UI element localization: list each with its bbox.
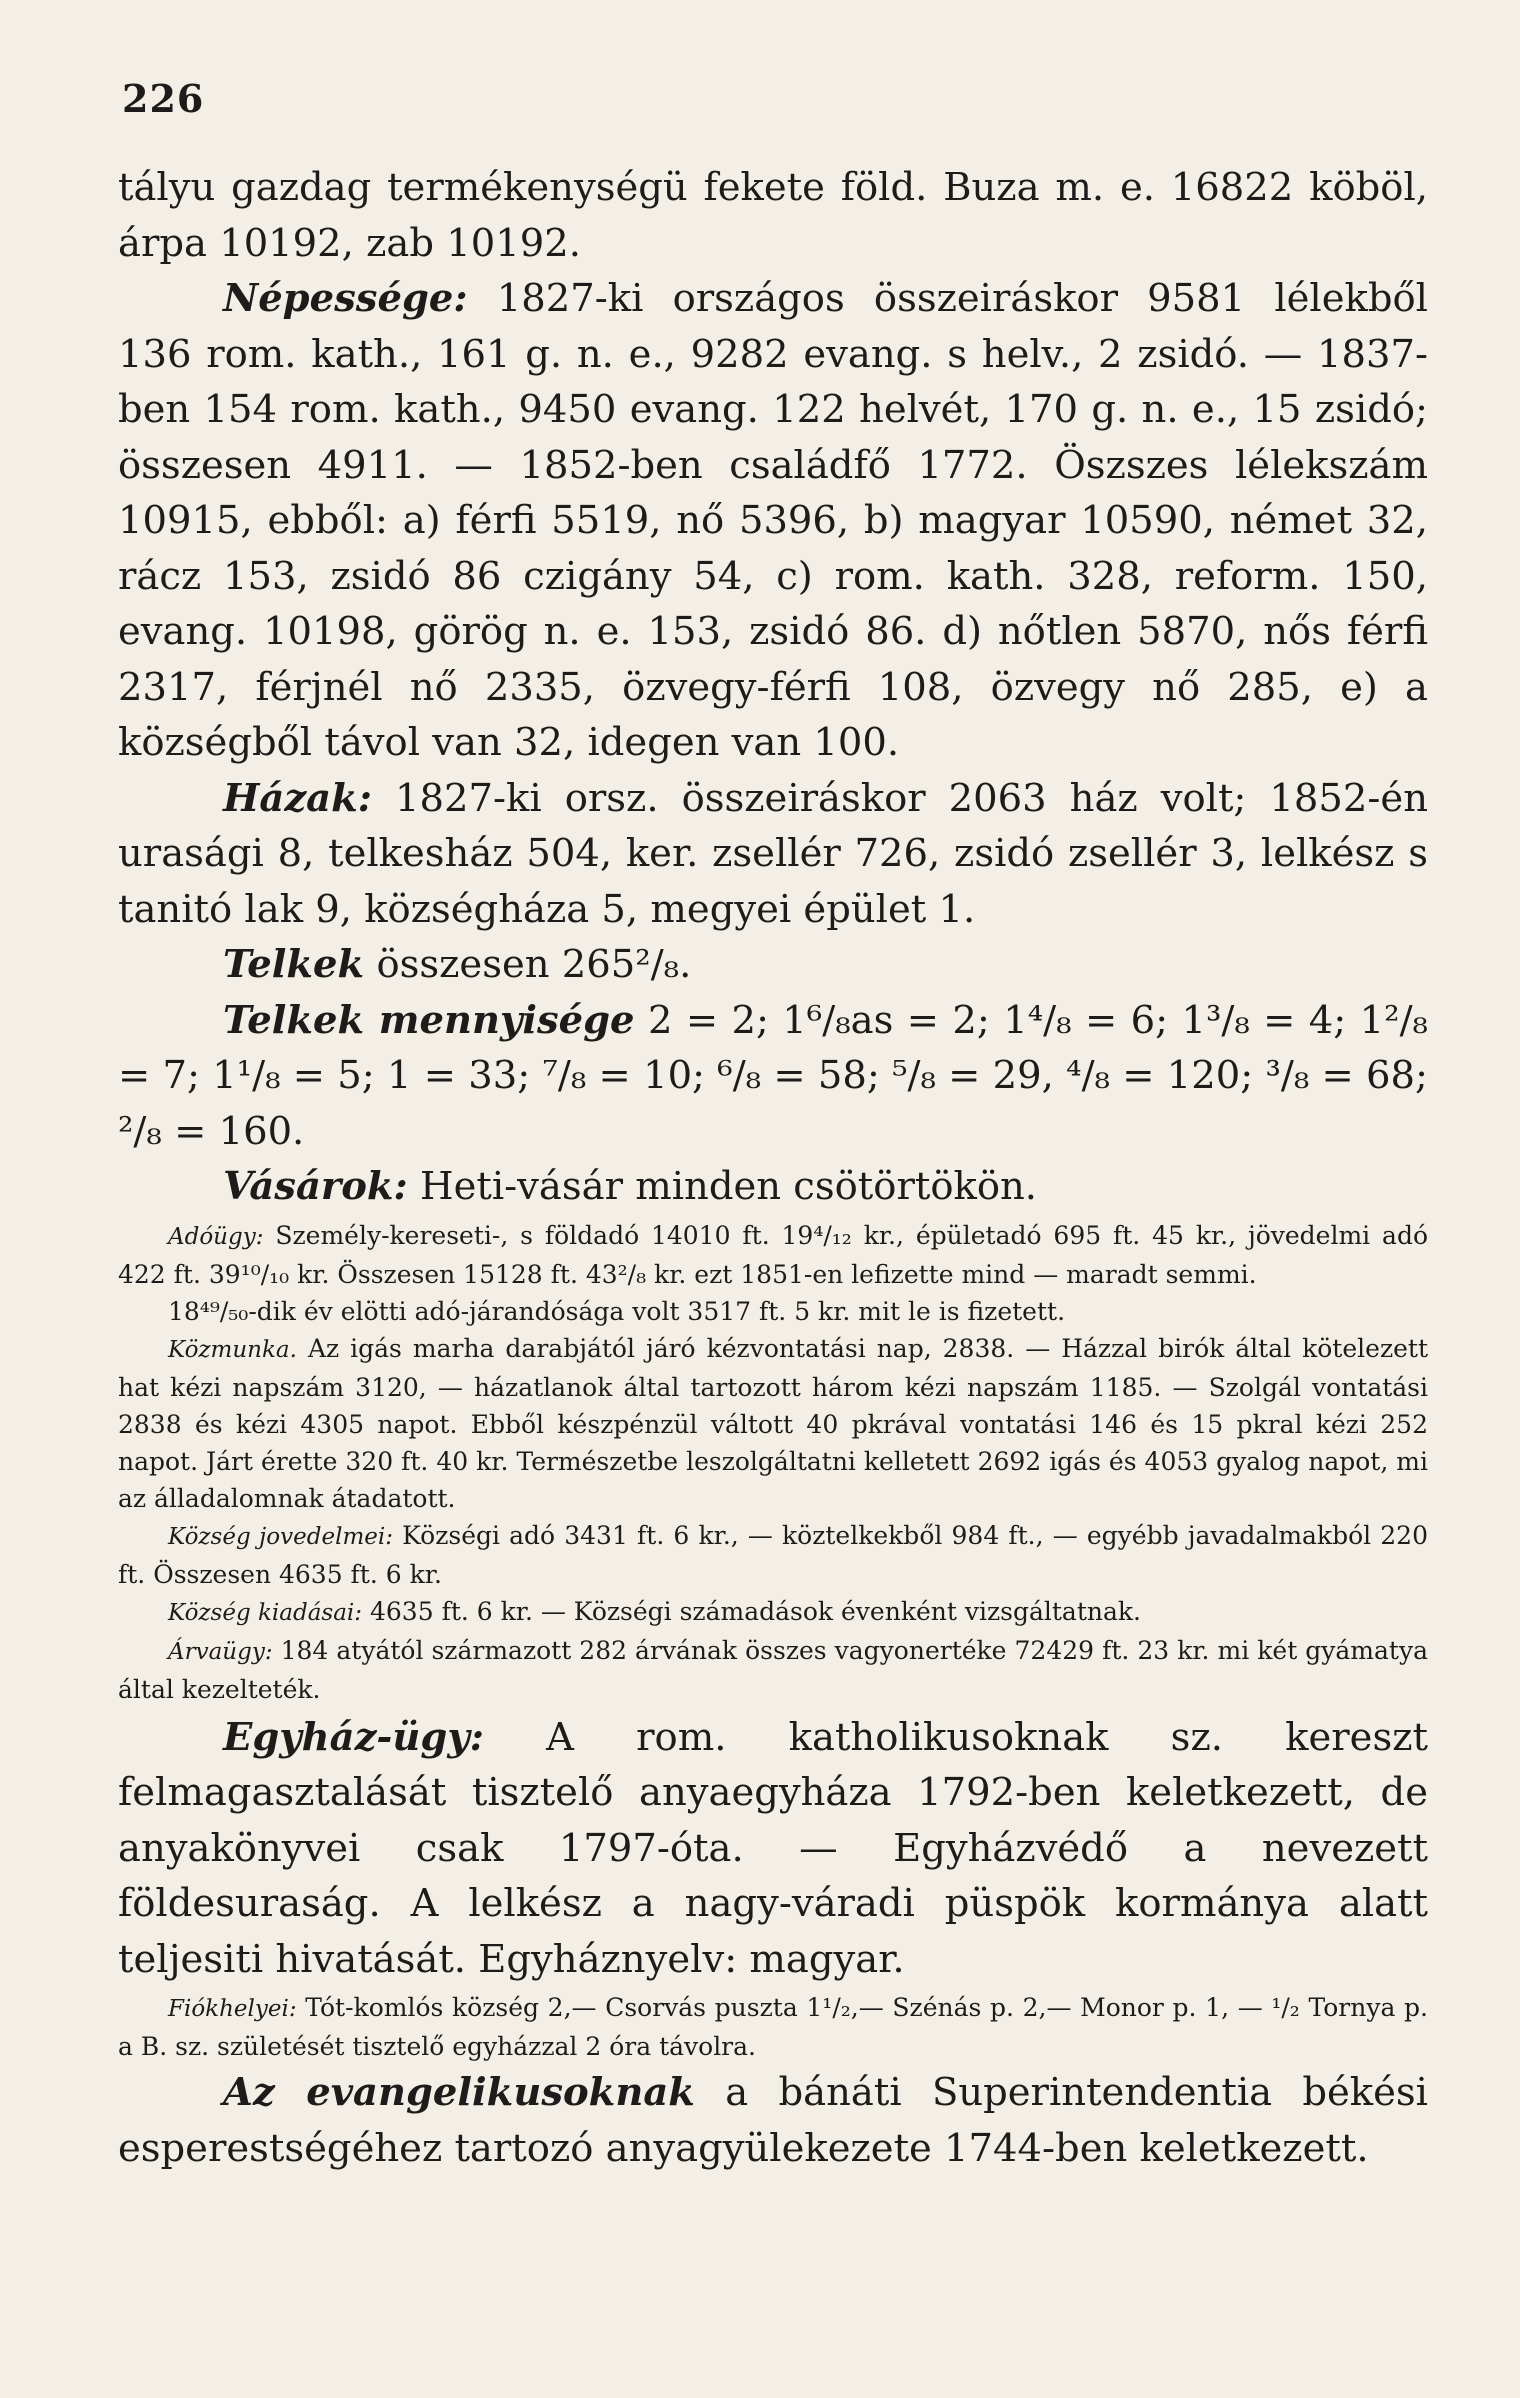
paragraph-markets [118,1159,1428,1215]
paragraph-text: Tót-komlós község 2,— Csorvás puszta 1¹/₂,— Szénás p. 2,— Monor p. 1, — ¹/₂ Tornya p. a B. sz. születését tisztelő egyházzal 2 óra távolra. [118,1993,1428,2061]
paragraph-text: 18⁴⁹/₅₀-dik év elötti adó-járandósága volt 3517 ft. 5 kr. mit le is fizetett. [168,1296,1066,1326]
paragraph-text: Személy-kereseti-, s földadó 14010 ft. 19⁴/₁₂ kr., épületadó 695 ft. 45 kr., jövedelmi adó 422 ft. 39¹⁰/₁₀ kr. Összesen 15128 ft. 43²/₈ kr. ezt 1851-en lefizette mind — maradt semmi. [118,1220,1429,1289]
paragraph-text: 1827-ki orsz. összeiráskor 2063 ház volt; 1852-én urasági 8, telkesház 504, ker. zsellér 726, zsidó zsellér 3, lelkész s tanitó lak 9, községháza 5, megyei épület 1. [118,775,1428,932]
paragraph-label: Közmunka. [168,1336,297,1363]
paragraph-label: Egyház-ügy: [223,1714,484,1760]
paragraph-label: Község kiadásai: [168,1599,363,1626]
paragraph-soil [118,160,1428,271]
paragraph-label: Telkek mennyisége [223,997,635,1043]
paragraph-label: Árvaügy: [168,1638,273,1665]
text-body [118,160,1428,2176]
paragraph-label: Házak: [223,775,373,821]
paragraph-label: Az evangelikusoknak [223,2070,695,2115]
paragraph-branches [118,1989,1428,2065]
paragraph-text: összesen 265²/₈. [376,942,692,987]
paragraph-tax-arrears [118,1293,1428,1330]
paragraph-text: 2 = 2; 1⁶/₈as = 2; 1⁴/₈ = 6; 1³/₈ = 4; 1²/₈ = 7; 1¹/₈ = 5; 1 = 33; ⁷/₈ = 10; ⁶/₈ = 58; ⁵/₈ = 29, ⁴/₈ = 120; ³/₈ = 68; ²/₈ = 160. [118,997,1428,1154]
paragraph-text: a bánáti Superintendentia békési esperestségéhez tartozó anyagyülekezete 1744-ben keletkezett. [118,2070,1428,2171]
paragraph-label: Község jovedelmei: [168,1523,393,1550]
paragraph-houses [118,771,1428,938]
paragraph-text: tályu gazdag termékenységü fekete föld. Buza m. e. 16822 köböl, árpa 10192, zab 10192. [118,165,1428,266]
paragraph-evangelicals [118,2065,1428,2176]
paragraph-plots-size [118,993,1428,1160]
paragraph-label: Népessége: [223,276,468,321]
paragraph-text: A rom. katholikusoknak sz. kereszt felmagasztalását tisztelő anyaegyháza 1792-ben keletkezett, de anyakönyvei csak 1797-óta. — Egyházvédő a nevezett földesuraság. A lelkész a nagy-váradi püspök kormánya alatt teljesiti hivatását. Egyháznyelv: magyar. [118,1714,1428,1982]
paragraph-text: Az igás marha darabjától járó kézvontatási nap, 2838. — Házzal birók által kötelezett hat kézi napszám 3120, — házatlanok által tartozott három kézi napszám 1185. — Szolgál vontatási 2838 és kézi 4305 napot. Ebből készpénzül váltott 40 pkrával vontatási 146 és 15 pkral kézi 252 napot. Járt érette 320 ft. 40 kr. Természetbe leszolgáltatni kelletett 2692 igás és 4053 gyalog napot, mi az álladalomnak átadatott. [118,1333,1429,1513]
paragraph-label: Adóügy: [168,1223,264,1250]
paragraph-public-work [118,1330,1428,1517]
paragraph-text: Heti-vásár minden csötörtökön. [420,1164,1038,1209]
paragraph-label: Fiókhelyei: [168,1996,297,2022]
page-number: 226 [122,76,205,121]
paragraph-text: 1827-ki országos összeiráskor 9581 lélekből 136 rom. kath., 161 g. n. e., 9282 evang. s helv., 2 zsidó. — 1837-ben 154 rom. kath., 9450 evang. 122 helvét, 170 g. n. e., 15 zsidó; összesen 4911. — 1852-ben családfő 1772. Öszszes lélekszám 10915, ebből: a) férfi 5519, nő 5396, b) magyar 10590, német 32, rácz 153, zsidó 86 czigány 54, c) rom. kath. 328, reform. 150, evang. 10198, görög n. e. 153, zsidó 86. d) nőtlen 5870, nős férfi 2317, férjnél nő 2335, özvegy-férfi 108, özvegy nő 285, e) a községből távol van 32, idegen van 100. [118,276,1428,765]
paragraph-text: Községi adó 3431 ft. 6 kr., — köztelkekből 984 ft., — egyébb javadalmakból 220 ft. Összesen 4635 ft. 6 kr. [118,1520,1428,1589]
paragraph-label: Vásárok: [223,1164,408,1209]
paragraph-municipal-expenses [118,1593,1428,1632]
paragraph-text: 184 atyától származott 282 árvának összes vagyonertéke 72429 ft. 23 kr. mi két gyámatya által kezelteték. [118,1635,1428,1704]
paragraph-orphans [118,1632,1428,1708]
paragraph-text: 4635 ft. 6 kr. — Községi számadások évenként vizsgáltatnak. [370,1596,1141,1626]
paragraph-municipal-income [118,1517,1428,1593]
paragraph-taxes [118,1217,1428,1293]
paragraph-label: Telkek [223,942,365,987]
paragraph-population [118,271,1428,771]
paragraph-church [118,1710,1428,1988]
paragraph-plots-total [118,937,1428,993]
